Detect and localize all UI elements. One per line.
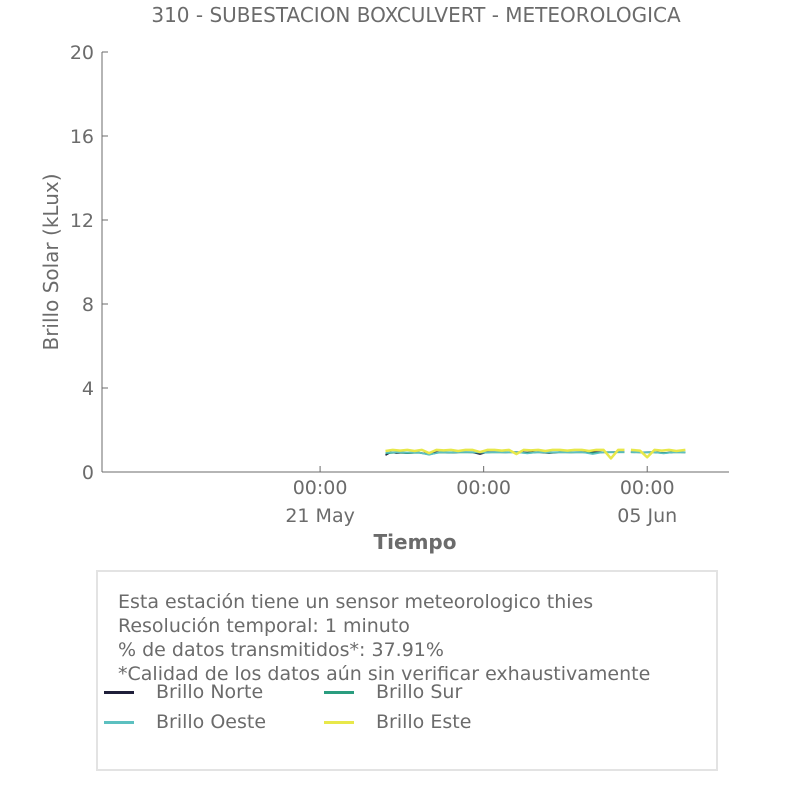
info-resolution: Resolución temporal: 1 minuto	[118, 615, 410, 637]
info-box	[96, 570, 718, 771]
x-tick-label-time: 00:00	[456, 477, 512, 499]
legend-label-brillo-sur: Brillo Sur	[376, 681, 463, 703]
x-tick-label-time: 00:00	[619, 477, 675, 499]
chart-title: 310 - SUBESTACION BOXCULVERT - METEOROLOGICA	[151, 3, 681, 27]
x-tick-label-date: 21 May	[285, 505, 355, 527]
series-line-brillo-oeste	[631, 452, 686, 453]
legend-label-brillo-oeste: Brillo Oeste	[156, 711, 267, 733]
legend-swatch-brillo-sur	[324, 691, 354, 694]
y-tick-label: 0	[81, 462, 94, 484]
legend-swatch-brillo-este	[324, 721, 354, 724]
y-tick-label: 12	[69, 210, 94, 232]
info-quality-note: *Calidad de los datos aún sin verificar exhaustivamente	[118, 663, 651, 685]
legend-swatch-brillo-norte	[104, 691, 134, 694]
x-tick-label-date: 05 Jun	[617, 505, 678, 527]
y-tick-label: 8	[81, 294, 94, 316]
y-tick-label: 20	[69, 42, 94, 64]
y-tick-label: 4	[81, 378, 94, 400]
info-station-sensor: Esta estación tiene un sensor meteorologico thies	[118, 591, 594, 613]
legend-label-brillo-este: Brillo Este	[376, 711, 472, 733]
y-axis	[70, 42, 108, 484]
x-axis	[102, 466, 729, 527]
legend-swatch-brillo-oeste	[104, 721, 134, 724]
legend-label-brillo-norte: Brillo Norte	[156, 681, 264, 703]
info-transmitted: % de datos transmitidos*: 37.91%	[118, 639, 444, 661]
series-layer	[386, 450, 686, 459]
x-axis-label: Tiempo	[373, 530, 457, 554]
x-tick-label-time: 00:00	[292, 477, 348, 499]
y-tick-label: 16	[69, 126, 94, 148]
y-axis-label: Brillo Solar (kLux)	[39, 173, 63, 351]
